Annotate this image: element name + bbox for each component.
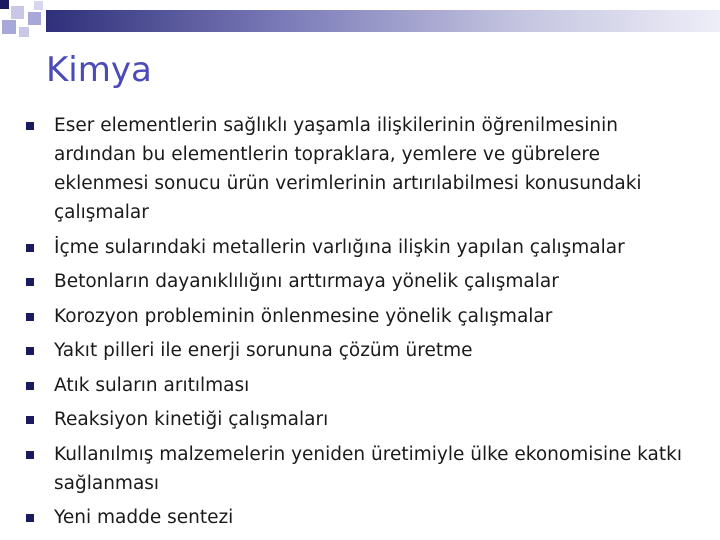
slide-title: Kimya [46, 50, 152, 90]
list-item [26, 440, 696, 498]
list-item [26, 233, 696, 262]
list-item-text: Yakıt pilleri ile enerji sorununa çözüm üretme [54, 340, 473, 361]
list-item-text: İçme sularındaki metallerin varlığına ilişkin yapılan çalışmalar [54, 236, 625, 258]
list-item [26, 111, 696, 227]
list-item-text: Yeni madde sentezi [54, 507, 234, 528]
decorative-square [34, 1, 43, 10]
square-bullet-icon [26, 122, 34, 130]
list-item-text: Kullanılmış malzemelerin yeniden üretimiyle ülke ekonomisine katkı sağlanması [54, 443, 682, 494]
list-item-text: Reaksiyon kinetiği çalışmaları [54, 409, 329, 430]
square-bullet-icon [26, 313, 34, 321]
list-item [26, 302, 696, 331]
square-bullet-icon [26, 514, 34, 522]
square-bullet-icon [26, 451, 34, 459]
decorative-square [11, 6, 24, 19]
list-item-text: Atık suların arıtılması [54, 374, 250, 396]
square-bullet-icon [26, 278, 34, 286]
square-bullet-icon [26, 382, 34, 390]
list-item [26, 336, 696, 365]
bullet-list [26, 111, 696, 538]
square-bullet-icon [26, 244, 34, 252]
list-item [26, 371, 696, 400]
list-item [26, 405, 696, 434]
decorative-square [0, 0, 9, 9]
list-item-text: Korozyon probleminin önlenmesine yönelik çalışmalar [54, 305, 553, 327]
list-item-text: Eser elementlerin sağlıklı yaşamla ilişkilerinin öğrenilmesinin ardından bu elementlerin topraklara, yemlere ve gübrelere eklenmesi sonucu ürün verimlerinin artırılabilmesi konusundaki çalışmalar [54, 115, 642, 223]
square-bullet-icon [26, 347, 34, 355]
list-item [26, 503, 696, 532]
header-gradient-bar [46, 10, 720, 32]
list-item-text: Betonların dayanıklılığını arttırmaya yönelik çalışmalar [54, 271, 559, 292]
decorative-square [2, 20, 16, 34]
square-bullet-icon [26, 416, 34, 424]
list-item [26, 267, 696, 296]
decorative-square [19, 27, 29, 37]
decorative-square [28, 12, 41, 25]
